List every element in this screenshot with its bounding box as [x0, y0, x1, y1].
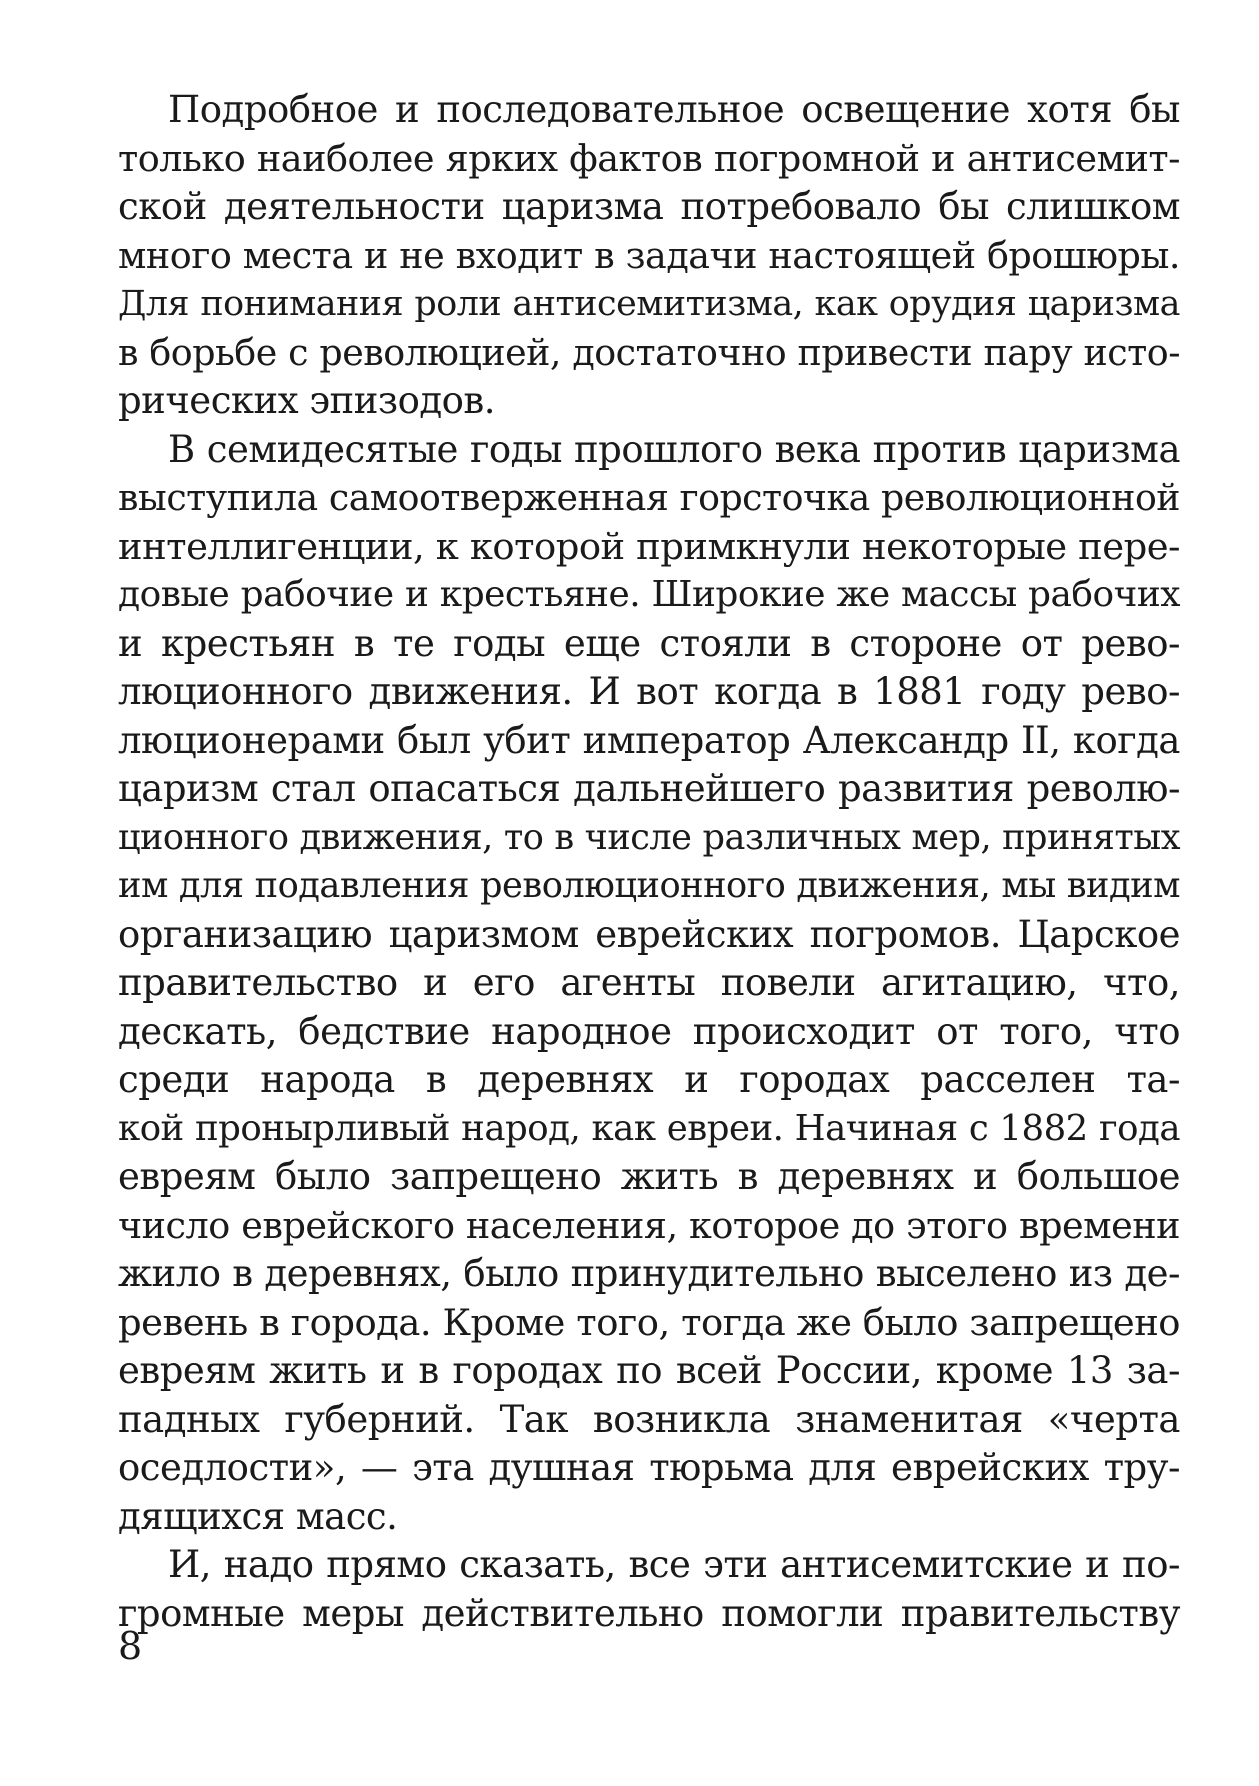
text-line: им для подавления революционного движения, мы видим [118, 865, 1180, 906]
text-line: евреям жить и в городах по всей России, кроме 13 за- [118, 1349, 1180, 1392]
text-line: Для понимания роли антисемитизма, как орудия царизма [118, 284, 1180, 324]
text-line: громные меры действительно помогли правительству [118, 1591, 1180, 1635]
text-line: жило в деревнях, было принудительно выселено из де- [118, 1252, 1180, 1295]
text-line: люционного движения. И вот когда в 1881 году рево- [118, 670, 1180, 713]
page-number: 8 [118, 1624, 143, 1668]
text-line: правительство и его агенты повели агитацию, что, [118, 961, 1180, 1004]
text-line: В семидесятые годы прошлого века против царизма [168, 427, 1180, 471]
document-page [118, 86, 1180, 1638]
paragraph-2 [118, 426, 1180, 1542]
text-line: падных губерний. Так возникла знаменитая «черта [118, 1397, 1180, 1441]
text-line: ревень в города. Кроме того, тогда же было запрещено [118, 1300, 1180, 1344]
text-line: оседлости», — эта душная тюрьма для еврейских тру- [118, 1446, 1180, 1489]
text-line: ционного движения, то в числе различных мер, принятых [118, 816, 1180, 858]
text-line: интеллигенции, к которой примкнули некоторые пере- [118, 524, 1180, 568]
text-line: И, надо прямо сказать, все эти антисемитские и по- [168, 1543, 1180, 1586]
text-line: царизм стал опасаться дальнейшего развития револю- [118, 767, 1180, 810]
text-line: дящихся масс. [118, 1494, 398, 1538]
text-line: только наиболее ярких фактов погромной и антисемит- [118, 136, 1180, 180]
text-line: много места и не входит в задачи настоящей брошюры. [118, 233, 1180, 277]
text-line: рических эпизодов. [118, 379, 495, 422]
text-line: среди народа в деревнях и городах расселен та- [118, 1058, 1180, 1101]
text-line: организацию царизмом еврейских погромов. Царское [118, 912, 1180, 956]
text-line: Подробное и последовательное освещение хотя бы [168, 88, 1180, 131]
paragraph-1 [118, 86, 1180, 426]
text-line: довые рабочие и крестьяне. Широкие же массы рабочих [118, 574, 1180, 615]
text-line: люционерами был убит император Александр II, когда [118, 718, 1180, 762]
text-line: и крестьян в те годы еще стояли в стороне от рево- [118, 621, 1180, 665]
text-line: выступила самоотверженная горсточка революционной [118, 476, 1180, 519]
text-line: евреям было запрещено жить в деревнях и большое [118, 1155, 1180, 1198]
text-line: в борьбе с революцией, достаточно привести пару исто- [118, 330, 1180, 374]
text-line: число еврейского населения, которое до этого времени [118, 1203, 1180, 1247]
text-line: дескать, бедствие народное происходит от того, что [118, 1009, 1180, 1053]
text-line: кой пронырливый народ, как евреи. Начиная с 1882 года [118, 1107, 1180, 1149]
text-line: ской деятельности царизма потребовало бы слишком [118, 185, 1180, 228]
paragraph-3 [118, 1541, 1180, 1638]
